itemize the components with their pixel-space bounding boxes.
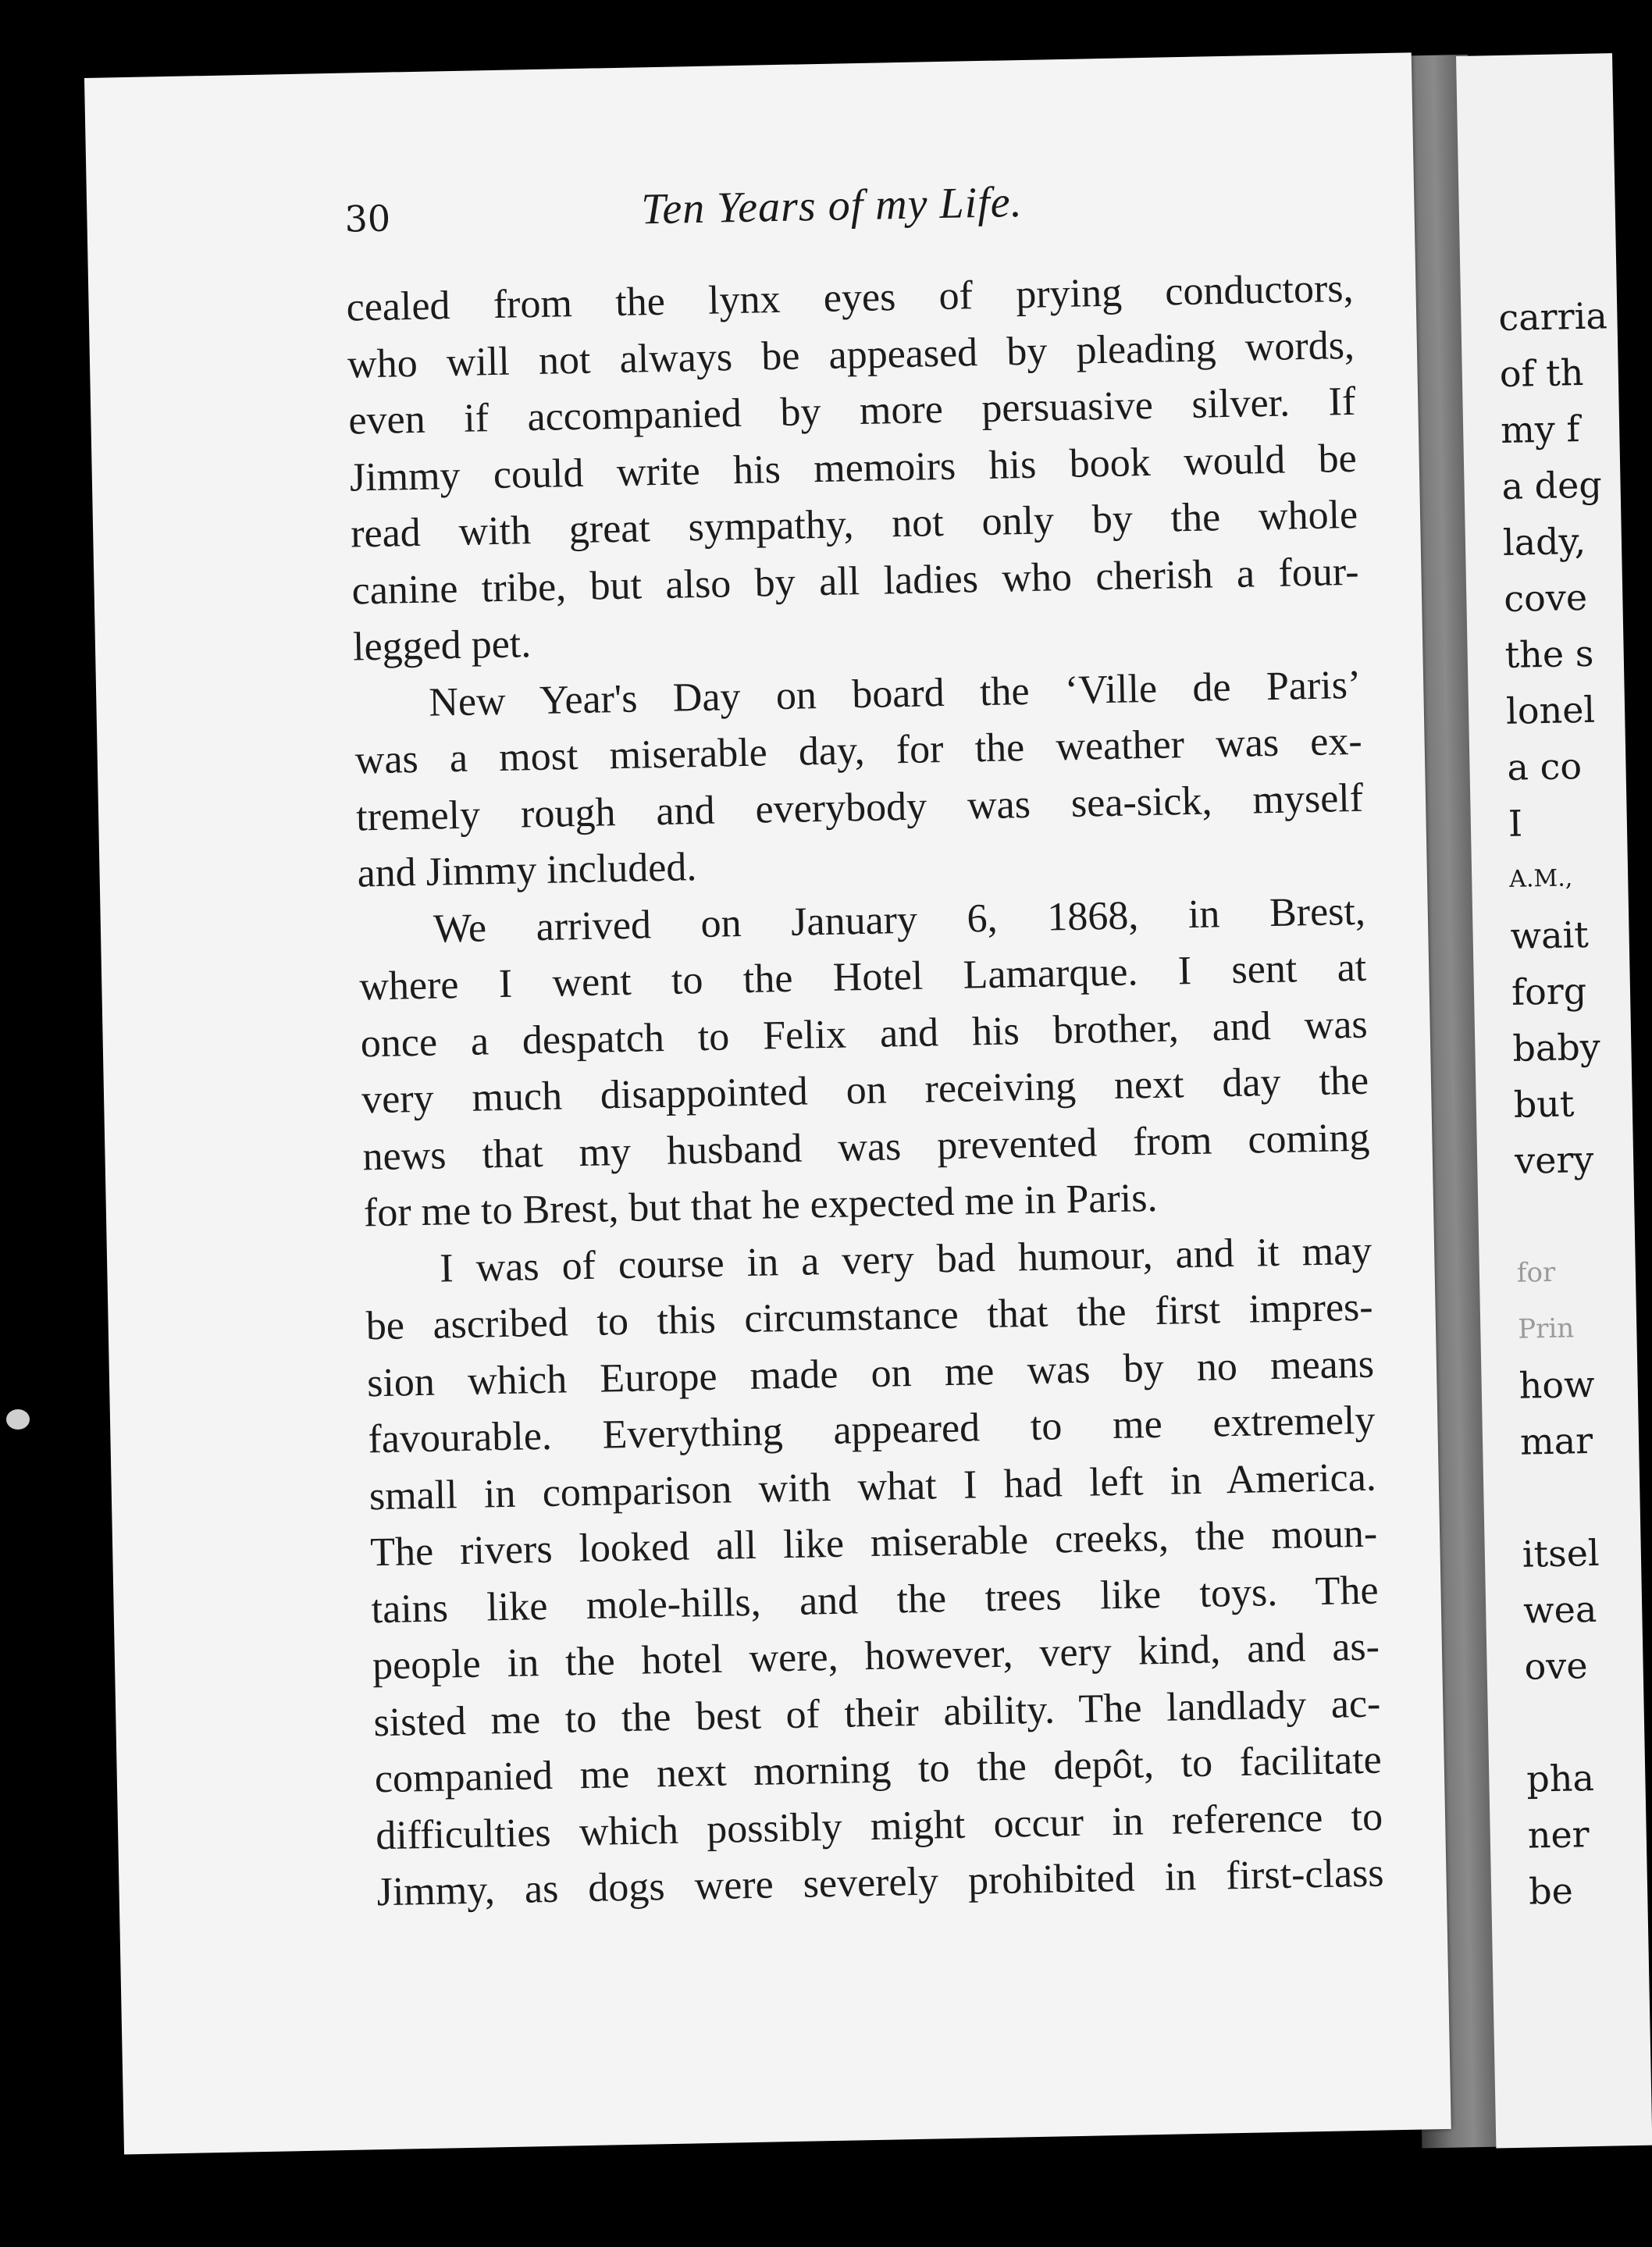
facing-line: be <box>1528 1869 1574 1913</box>
facing-line: ner <box>1527 1813 1590 1857</box>
text-line: The rivers looked all like miserable creeks, the moun- <box>369 1511 1378 1576</box>
text-line: people in the hotel were, however, very kind, and as- <box>372 1624 1380 1689</box>
facing-line: a deg <box>1501 463 1603 507</box>
facing-line: but <box>1513 1082 1575 1126</box>
text-line: who will not always be appeased by pleading words, <box>347 322 1355 387</box>
book-page <box>84 52 1451 2154</box>
facing-line: wea <box>1522 1587 1597 1632</box>
facing-line: how <box>1518 1362 1595 1407</box>
facing-page-lines <box>1461 287 1638 1920</box>
running-head <box>344 173 1282 253</box>
text-line: cealed from the lynx eyes of prying conductors, <box>346 265 1355 330</box>
facing-line: carria <box>1497 294 1608 340</box>
text-line: I was of course in a very bad humour, and it may <box>439 1228 1373 1291</box>
facing-line: baby <box>1511 1025 1601 1070</box>
text-line: Jimmy could write his memoirs his book would be <box>349 436 1358 500</box>
text-line: read with great sympathy, not only by the whole <box>350 492 1358 557</box>
text-line: very much disappointed on receiving next day the <box>361 1058 1369 1123</box>
running-title: Ten Years of my Life. <box>640 177 1024 234</box>
facing-line: ove <box>1524 1644 1589 1688</box>
facing-line: A.M., <box>1508 864 1573 893</box>
text-line: Jimmy, as dogs were severely prohibited in first-class <box>376 1850 1384 1915</box>
facing-line: pha <box>1526 1757 1595 1800</box>
facing-line: cove <box>1503 575 1588 620</box>
text-line: was a most miserable day, for the weather was ex- <box>354 718 1363 783</box>
facing-line: lonel <box>1505 688 1596 732</box>
body-text <box>346 261 1384 1921</box>
facing-line: very <box>1514 1138 1594 1182</box>
facing-line <box>1483 1468 1631 1527</box>
facing-line <box>1478 1187 1625 1246</box>
text-line: tremely rough and everybody was sea-sick, myself <box>355 775 1364 839</box>
text-line: for me to Brest, but that he expected me in Paris. <box>363 1175 1158 1236</box>
text-line: companied me next morning to the depôt, to facilitate <box>374 1737 1383 1802</box>
text-line: sion which Europe made on me was by no means <box>366 1341 1375 1405</box>
facing-line: I <box>1508 802 1523 845</box>
facing-line: Prin <box>1517 1312 1575 1345</box>
text-line: New Year's Day on board the ‘Ville de Paris’ <box>428 662 1362 725</box>
text-line: where I went to the Hotel Lamarque. I sent at <box>358 945 1367 1010</box>
facing-line: itsel <box>1522 1531 1600 1576</box>
text-line: legged pet. <box>352 621 532 670</box>
page-number: 30 <box>344 197 391 240</box>
facing-line: forg <box>1511 970 1587 1013</box>
text-line: tains like mole-hills, and the trees like toys. The <box>371 1568 1380 1632</box>
facing-line: lady, <box>1502 519 1586 564</box>
text-line: sisted me to the best of their ability. The landlady ac- <box>372 1681 1381 1745</box>
facing-line: the s <box>1504 632 1594 676</box>
scan-speck <box>6 1409 30 1430</box>
facing-line <box>1487 1693 1635 1752</box>
facing-line: a co <box>1506 745 1583 789</box>
text-line: news that my husband was prevented from coming <box>362 1115 1370 1179</box>
text-line: be ascribed to this circumstance that the first impres- <box>365 1284 1374 1349</box>
text-line: difficulties which possibly might occur in reference to <box>375 1793 1383 1858</box>
facing-line: mar <box>1519 1419 1593 1463</box>
text-line: small in comparison with what I had left in America. <box>368 1455 1377 1519</box>
facing-line: wait <box>1510 913 1590 957</box>
text-line: canine tribe, but also by all ladies who cherish a four- <box>351 549 1359 614</box>
facing-line: of th <box>1499 351 1584 395</box>
text-line: favourable. Everything appeared to me extremely <box>367 1398 1376 1462</box>
text-line: once a despatch to Felix and his brother, and was <box>360 1002 1369 1066</box>
facing-line: for <box>1516 1256 1556 1289</box>
text-line: and Jimmy included. <box>357 845 697 896</box>
text-line: even if accompanied by more persuasive silver. If <box>347 379 1356 443</box>
text-line: We arrived on January 6, 1868, in Brest, <box>433 888 1366 952</box>
facing-line: my f <box>1500 408 1580 451</box>
